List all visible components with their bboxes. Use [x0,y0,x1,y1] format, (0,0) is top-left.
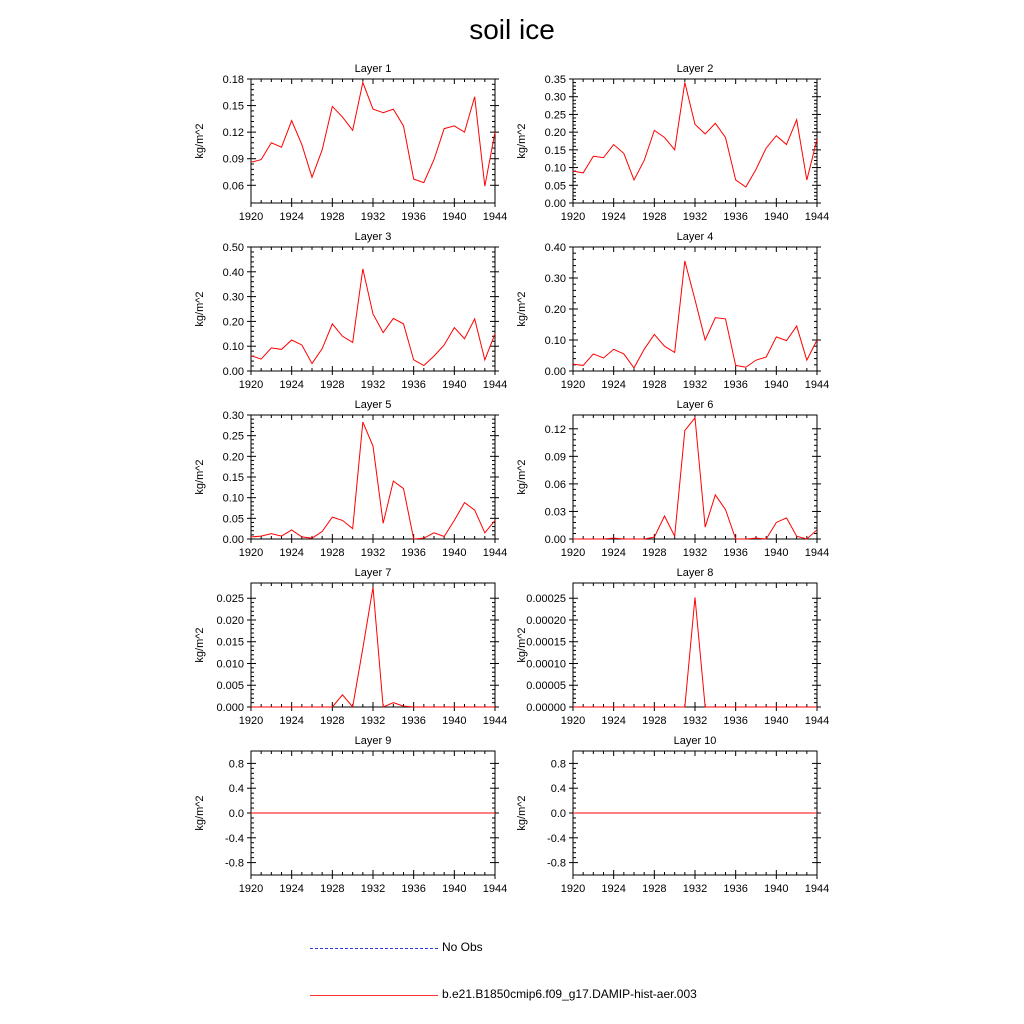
x-tick-label: 1932 [682,379,708,391]
y-tick-label: 0.15 [544,144,566,157]
x-tick-label: 1944 [804,211,830,223]
x-tick-label: 1940 [442,211,467,223]
panel-title: Layer 3 [354,231,392,243]
y-tick-label: 0.20 [544,127,566,140]
x-tick-label: 1928 [642,379,667,391]
y-tick-label: 0.0 [228,808,244,820]
y-tick-label: 0.25 [544,109,566,122]
x-tick-label: 1924 [279,379,304,391]
y-tick-label: 0.20 [222,451,244,464]
y-axis-label: kg/m^2 [194,291,206,327]
x-tick-label: 1928 [642,715,667,727]
legend-dashed-line [310,948,438,949]
x-tick-label: 1932 [682,211,708,223]
series-line [573,597,817,707]
y-tick-label: 0.00025 [526,593,566,606]
x-tick-label: 1920 [238,211,264,223]
y-tick-label: 0.010 [216,658,244,671]
x-tick-label: 1932 [360,211,386,223]
x-tick-label: 1928 [320,211,345,223]
x-tick-label: 1928 [320,379,345,391]
panel-title: Layer 7 [354,567,392,579]
x-tick-label: 1940 [764,883,789,895]
y-tick-label: 0.18 [222,74,244,86]
y-tick-label: 0.50 [222,242,244,254]
panel-title: Layer 4 [676,231,714,243]
x-tick-label: 1940 [442,379,467,391]
x-tick-label: 1932 [360,547,386,559]
panel-5 [194,399,507,559]
plot-frame [573,79,817,203]
y-axis-label: kg/m^2 [516,627,528,663]
y-tick-label: 0.09 [222,153,244,166]
series-line [573,418,817,539]
x-tick-label: 1936 [401,379,426,391]
panel-3 [194,231,507,391]
legend-label-model: b.e21.B1850cmip6.f09_g17.DAMIP-hist-aer.003 [442,987,697,1001]
x-tick-label: 1944 [482,715,508,727]
y-tick-label: 0.03 [544,506,566,519]
series-line [251,269,495,366]
panel-title: Layer 5 [354,399,392,411]
y-tick-label: 0.40 [544,242,566,254]
y-tick-label: 0.20 [222,316,244,329]
series-line [251,422,495,539]
y-tick-label: 0.00 [544,534,566,546]
x-tick-label: 1924 [279,547,304,559]
x-tick-label: 1924 [601,883,626,895]
x-tick-label: 1936 [401,547,426,559]
panel-title: Layer 10 [673,735,717,747]
x-tick-label: 1920 [560,547,586,559]
x-tick-label: 1936 [723,715,748,727]
y-tick-label: 0.15 [222,100,244,113]
panel-7 [194,567,507,727]
x-tick-label: 1936 [723,883,748,895]
x-tick-label: 1936 [723,547,748,559]
y-tick-label: 0.00000 [526,702,566,714]
y-tick-label: 0.025 [216,593,244,606]
legend-entry-model [310,986,770,1006]
x-tick-label: 1936 [401,715,426,727]
x-tick-label: 1932 [682,547,708,559]
x-tick-label: 1932 [682,715,708,727]
x-tick-label: 1940 [442,715,467,727]
panel-title: Layer 6 [676,399,714,411]
y-axis-label: kg/m^2 [516,459,528,495]
x-tick-label: 1936 [723,379,748,391]
y-tick-label: 0.05 [544,180,566,193]
legend-solid-line [310,995,438,996]
x-tick-label: 1924 [279,715,304,727]
y-tick-label: 0.00 [544,366,566,378]
x-tick-label: 1936 [401,211,426,223]
y-tick-label: 0.20 [544,304,566,316]
series-line [573,261,817,368]
x-tick-label: 1924 [601,547,626,559]
y-axis-label: kg/m^2 [194,459,206,495]
panel-title: Layer 1 [354,63,392,75]
x-tick-label: 1924 [601,379,626,391]
x-tick-label: 1944 [482,211,508,223]
panel-title: Layer 8 [676,567,714,579]
y-tick-label: 0.00 [544,198,566,210]
y-tick-label: 0.06 [544,478,566,491]
x-tick-label: 1932 [360,883,386,895]
x-tick-label: 1924 [279,883,304,895]
y-tick-label: 0.4 [228,783,244,796]
y-axis-label: kg/m^2 [194,123,206,159]
y-tick-label: -0.8 [547,857,566,870]
y-tick-label: 0.8 [550,758,566,771]
x-tick-label: 1940 [442,547,467,559]
y-tick-label: 0.000 [216,702,244,714]
x-tick-label: 1936 [401,883,426,895]
x-tick-label: 1944 [482,379,508,391]
panel-9 [194,735,507,895]
y-tick-label: 0.25 [222,430,244,443]
x-tick-label: 1944 [482,883,508,895]
y-axis-label: kg/m^2 [516,123,528,159]
series-line [251,83,495,187]
y-tick-label: 0.00015 [526,636,566,649]
y-tick-label: 0.00005 [526,680,566,693]
plot-frame [251,583,495,707]
y-tick-label: 0.4 [550,783,566,796]
x-tick-label: 1920 [560,883,586,895]
panel-10 [516,735,829,895]
x-tick-label: 1924 [279,211,304,223]
y-tick-label: 0.10 [222,492,244,505]
x-tick-label: 1940 [442,883,467,895]
x-tick-label: 1944 [804,547,830,559]
y-tick-label: 0.015 [216,636,244,649]
y-tick-label: 0.30 [544,273,566,285]
y-tick-label: 0.05 [222,513,244,526]
y-tick-label: 0.00020 [526,614,566,627]
x-tick-label: 1940 [764,715,789,727]
panel-title: Layer 2 [676,63,714,75]
plot-frame [251,79,495,203]
x-tick-label: 1932 [360,379,386,391]
x-tick-label: 1928 [642,211,667,223]
y-tick-label: -0.4 [225,832,244,845]
x-tick-label: 1936 [723,211,748,223]
y-axis-label: kg/m^2 [516,795,528,831]
y-tick-label: 0.30 [222,410,244,422]
y-tick-label: 0.00 [222,534,244,546]
x-tick-label: 1920 [238,883,264,895]
x-tick-label: 1932 [360,715,386,727]
y-tick-label: 0.30 [544,91,566,104]
panel-8 [516,567,829,727]
panel-title: Layer 9 [354,735,392,747]
y-tick-label: 0.00 [222,366,244,378]
x-tick-label: 1940 [764,211,789,223]
x-tick-label: 1920 [238,379,264,391]
x-tick-label: 1944 [482,547,508,559]
x-tick-label: 1924 [601,211,626,223]
x-tick-label: 1920 [560,379,586,391]
y-tick-label: 0.40 [222,266,244,279]
x-tick-label: 1932 [682,883,708,895]
x-tick-label: 1928 [642,883,667,895]
y-tick-label: 0.06 [222,180,244,193]
legend-entry-obs [310,939,770,959]
series-line [251,587,495,707]
y-tick-label: -0.8 [225,857,244,870]
y-tick-label: 0.005 [216,680,244,693]
panel-2 [516,63,829,223]
panel-1 [194,63,507,223]
x-tick-label: 1924 [601,715,626,727]
x-tick-label: 1944 [804,883,830,895]
y-tick-label: -0.4 [547,832,566,845]
x-tick-label: 1928 [320,883,345,895]
x-tick-label: 1920 [238,547,264,559]
y-tick-label: 0.12 [222,127,244,140]
x-tick-label: 1928 [642,547,667,559]
y-tick-label: 0.8 [228,758,244,771]
y-tick-label: 0.10 [222,341,244,354]
y-tick-label: 0.10 [544,335,566,347]
y-tick-label: 0.020 [216,614,244,627]
x-tick-label: 1920 [560,715,586,727]
x-tick-label: 1920 [560,211,586,223]
y-axis-label: kg/m^2 [194,627,206,663]
y-tick-label: 0.15 [222,472,244,484]
series-line [573,83,817,188]
y-tick-label: 0.0 [550,808,566,820]
y-tick-label: 0.35 [544,74,566,86]
y-tick-label: 0.00010 [526,658,566,671]
x-tick-label: 1928 [320,715,345,727]
legend-label-obs: No Obs [442,940,483,954]
y-tick-label: 0.10 [544,162,566,175]
x-tick-label: 1944 [804,715,830,727]
x-tick-label: 1944 [804,379,830,391]
y-tick-label: 0.30 [222,291,244,304]
plot-frame [251,247,495,371]
x-tick-label: 1928 [320,547,345,559]
plot-frame [251,415,495,539]
x-tick-label: 1940 [764,379,789,391]
panel-4 [516,231,829,391]
y-axis-label: kg/m^2 [516,291,528,327]
y-axis-label: kg/m^2 [194,795,206,831]
x-tick-label: 1940 [764,547,789,559]
y-tick-label: 0.09 [544,451,566,464]
x-tick-label: 1920 [238,715,264,727]
y-tick-label: 0.12 [544,423,566,436]
panel-6 [516,399,829,559]
figure-title: soil ice [469,14,555,45]
